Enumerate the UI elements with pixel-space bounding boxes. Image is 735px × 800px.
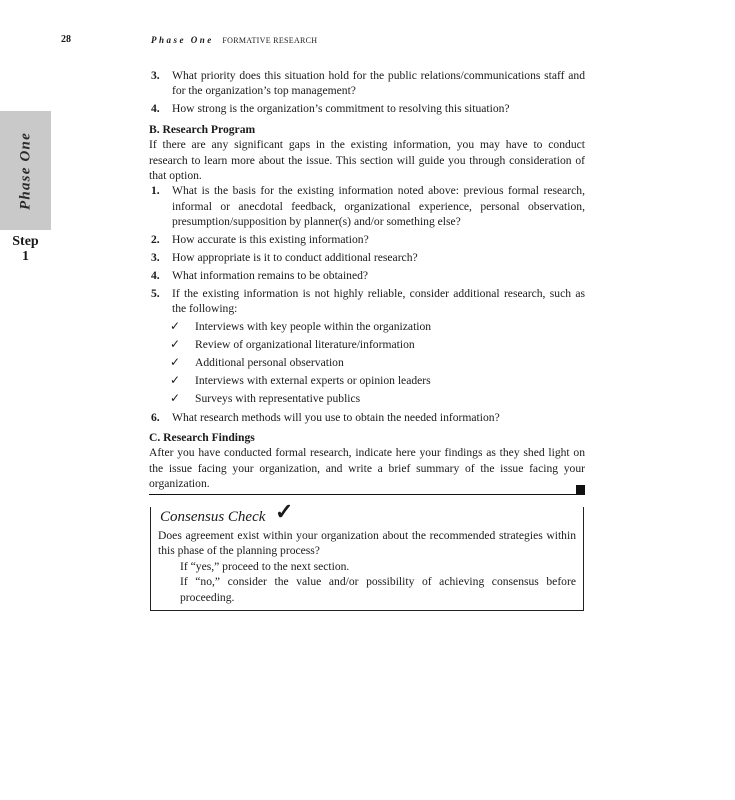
checkmark-icon: ✓ [170, 391, 181, 406]
consensus-title: Consensus Check [160, 509, 266, 525]
checklist-item [149, 319, 585, 334]
checklist-item [149, 355, 585, 370]
consensus-option-no: If “no,” consider the value and/or possibility of achieving consensus before proceeding. [180, 575, 576, 604]
item-text: What is the basis for the existing information noted above: previous formal research, informal or anecdotal feedback, organizational experience, personal observation, presumption/supposition by planner(s) and/or something else? [172, 184, 585, 229]
checklist-item [149, 373, 585, 388]
end-of-section-icon [576, 485, 585, 494]
list-item [149, 410, 585, 425]
side-tab-label: Phase One [17, 131, 33, 210]
item-number: 1. [151, 184, 160, 198]
phase-side-tab [0, 111, 51, 230]
running-head-phase: Phase One [151, 35, 214, 45]
checkmark-icon: ✓ [170, 373, 181, 388]
page-number: 28 [61, 34, 71, 45]
checkmark-icon: ✓ [170, 355, 181, 370]
item-number: 6. [151, 410, 160, 424]
list-item [149, 250, 585, 265]
item-text: How strong is the organization’s commitment to resolving this situation? [172, 102, 510, 116]
research-program-heading: B. Research Program [149, 122, 256, 136]
checklist-text: Review of organizational literature/information [195, 338, 415, 352]
running-head [151, 35, 317, 45]
section-divider [149, 494, 585, 495]
list-item [149, 101, 585, 116]
list-item [149, 232, 585, 247]
checklist-text: Interviews with external experts or opinion leaders [195, 374, 431, 388]
item-number: 4. [151, 268, 160, 282]
list-item [149, 268, 585, 283]
item-number: 4. [151, 102, 160, 116]
research-findings-text: After you have conducted formal research, indicate here your findings as they shed light on the issue facing your organization, and write a brief summary of the issue facing your organization. [149, 446, 585, 491]
item-number: 5. [151, 286, 160, 300]
consensus-option-yes: If “yes,” proceed to the next section. [180, 559, 350, 573]
checkmark-icon: ✓ [275, 499, 294, 524]
list-item [149, 183, 585, 229]
item-text: What research methods will you use to obtain the needed information? [172, 410, 500, 424]
consensus-check-box [150, 499, 584, 611]
item-text: How accurate is this existing information? [172, 233, 369, 247]
item-text: What information remains to be obtained? [172, 268, 369, 282]
item-number: 3. [151, 69, 160, 82]
item-text: What priority does this situation hold for the public relations/communications staff and for the organization’s top management? [172, 69, 585, 98]
checklist-item [149, 391, 585, 406]
item-number: 3. [151, 250, 160, 264]
checklist-text: Additional personal observation [195, 356, 344, 370]
checkmark-icon: ✓ [170, 319, 181, 334]
step-number: 1 [22, 249, 29, 264]
checklist-item [149, 337, 585, 352]
checkmark-icon: ✓ [170, 337, 181, 352]
item-text: How appropriate is it to conduct additional research? [172, 250, 418, 264]
list-item [149, 286, 585, 317]
item-number: 2. [151, 233, 160, 247]
step-word: Step [12, 234, 39, 249]
consensus-body [158, 528, 576, 605]
main-content [149, 68, 585, 495]
consensus-question: Does agreement exist within your organization about the recommended strategies within this phase of the planning process? [158, 529, 576, 558]
checklist-text: Interviews with key people within the organization [195, 320, 432, 334]
research-findings-heading: C. Research Findings [149, 430, 255, 444]
research-program-intro: If there are any significant gaps in the existing information, you may have to conduct research to learn more about the issue. This section will guide you through consideration of that option. [149, 138, 585, 182]
step-label [0, 234, 51, 264]
list-item [149, 68, 585, 99]
checklist-text: Surveys with representative publics [195, 392, 361, 406]
item-text: If the existing information is not highly reliable, consider additional research, such as the following: [172, 286, 585, 316]
running-head-section: FORMATIVE RESEARCH [222, 36, 318, 45]
